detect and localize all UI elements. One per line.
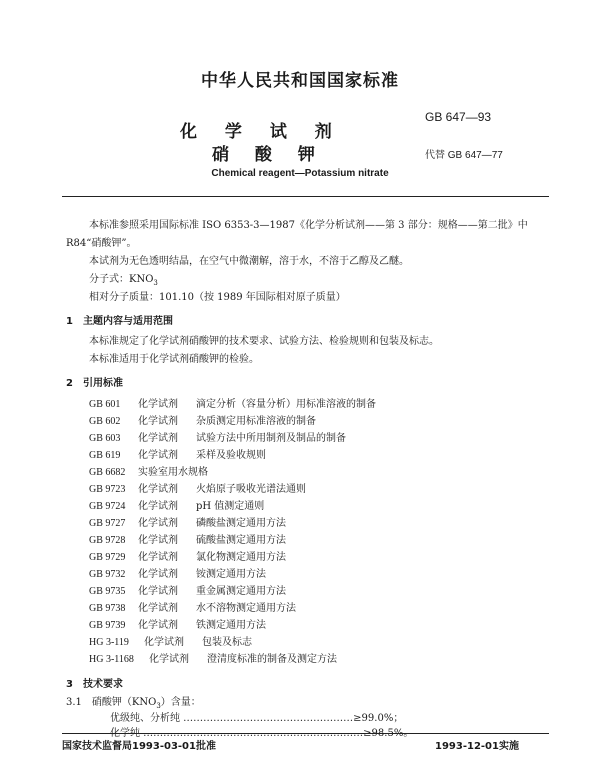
ref-category: 化学试剂 [138, 603, 178, 614]
ref-code: GB 6682 [89, 467, 126, 478]
list-item [89, 412, 316, 427]
list-item [89, 497, 264, 512]
ref-title: pH 值测定通则 [196, 501, 265, 512]
list-item [89, 514, 286, 529]
ref-title: 硫酸盐测定通用方法 [196, 535, 286, 546]
list-item [89, 463, 208, 478]
list-item [89, 616, 266, 631]
ref-title: 氯化物测定通用方法 [196, 552, 286, 563]
ref-category: 化学试剂 [138, 620, 178, 631]
ref-title: 杂质测定用标准溶液的制备 [196, 416, 316, 427]
ref-title: 包装及标志 [202, 637, 252, 648]
ref-code: HG 3-119 [89, 637, 129, 648]
list-item [89, 582, 286, 597]
list-item [89, 650, 337, 665]
grade-chemical: 化学纯 …………………………………………………………≥98.5%。 [110, 728, 414, 739]
ref-title: 铵测定通用方法 [196, 569, 266, 580]
list-item [89, 548, 286, 563]
ref-title: 试验方法中所用制剂及制品的制备 [196, 433, 346, 444]
ref-title: 铁测定通用方法 [196, 620, 266, 631]
list-item [89, 599, 296, 614]
section-1-para-2: 本标准适用于化学试剂硝酸钾的检验。 [89, 354, 259, 365]
intro-line-2: R84“硝酸钾”。 [66, 238, 137, 249]
requirement-3-1 [66, 693, 201, 710]
footer-divider [62, 733, 549, 734]
requirement-tail: ）含量： [160, 697, 201, 708]
ref-code: GB 9732 [89, 569, 126, 580]
list-item [89, 429, 346, 444]
ref-title: 实验室用水规格 [138, 467, 208, 478]
header-divider [62, 196, 549, 197]
ref-category: 化学试剂 [138, 586, 178, 597]
molecular-mass: 相对分子质量：101.10（按 1989 年国际相对原子质量） [89, 292, 346, 303]
section-1-para-1: 本标准规定了化学试剂硝酸钾的技术要求、试验方法、检验规则和包装及标志。 [89, 336, 439, 347]
ref-title: 重金属测定通用方法 [196, 586, 286, 597]
ref-code: GB 9724 [89, 501, 126, 512]
national-standard-heading: 中华人民共和国国家标准 [201, 71, 399, 91]
ref-category: 化学试剂 [138, 535, 178, 546]
list-item [89, 480, 306, 495]
replaces-standard: 代替 GB 647—77 [425, 150, 503, 161]
ref-title: 滴定分析（容量分析）用标准溶液的制备 [196, 399, 376, 410]
title-line-1: 化 学 试 剂 [180, 122, 343, 142]
section-2-heading: 2 引用标准 [66, 378, 123, 389]
ref-category: 化学试剂 [138, 450, 178, 461]
requirement-subscript: 3 [156, 702, 161, 710]
intro-line-1: 本标准参照采用国际标准 ISO 6353-3—1987《化学分析试剂——第 3 部分：规格——第二批》中 [89, 220, 528, 231]
list-item [89, 565, 266, 580]
list-item [89, 531, 286, 546]
ref-title: 采样及验收规则 [196, 450, 266, 461]
ref-category: 化学试剂 [138, 433, 178, 444]
ref-category: 化学试剂 [138, 416, 178, 427]
formula-label: 分子式：KNO [89, 274, 154, 285]
list-item [89, 446, 266, 461]
formula-subscript: 3 [153, 279, 158, 287]
requirement-label: 3.1 硝酸钾（KNO [66, 697, 157, 708]
ref-code: HG 3-1168 [89, 654, 134, 665]
ref-code: GB 603 [89, 433, 121, 444]
list-item [89, 633, 252, 648]
ref-code: GB 9728 [89, 535, 126, 546]
ref-title: 磷酸盐测定通用方法 [196, 518, 286, 529]
ref-code: GB 9723 [89, 484, 126, 495]
ref-code: GB 9738 [89, 603, 126, 614]
ref-category: 化学试剂 [138, 501, 178, 512]
ref-code: GB 602 [89, 416, 121, 427]
approval-date: 国家技术监督局1993-03-01批准 [62, 741, 216, 752]
ref-code: GB 619 [89, 450, 121, 461]
ref-title: 水不溶物测定通用方法 [196, 603, 296, 614]
ref-category: 化学试剂 [138, 569, 178, 580]
list-item [89, 395, 376, 410]
intro-line-3: 本试剂为无色透明结晶，在空气中微潮解，溶于水，不溶于乙醇及乙醚。 [89, 256, 409, 267]
ref-code: GB 9735 [89, 586, 126, 597]
ref-category: 化学试剂 [138, 552, 178, 563]
ref-category: 化学试剂 [144, 637, 184, 648]
section-3-heading: 3 技术要求 [66, 679, 123, 690]
grade-premium: 优级纯、分析纯 ……………………………………………≥99.0%； [110, 713, 404, 724]
ref-category: 化学试剂 [138, 518, 178, 529]
title-line-2: 硝 酸 钾 [212, 145, 325, 165]
implementation-date: 1993-12-01实施 [435, 741, 519, 752]
section-1-heading: 1 主题内容与适用范围 [66, 316, 173, 327]
formula-line [89, 270, 158, 287]
ref-category: 化学试剂 [149, 654, 189, 665]
standard-number: GB 647—93 [425, 110, 492, 124]
english-title: Chemical reagent—Potassium nitrate [211, 168, 389, 179]
ref-category: 化学试剂 [138, 484, 178, 495]
ref-code: GB 601 [89, 399, 121, 410]
ref-code: GB 9727 [89, 518, 126, 529]
ref-code: GB 9739 [89, 620, 126, 631]
ref-category: 化学试剂 [138, 399, 178, 410]
ref-title: 火焰原子吸收光谱法通则 [196, 484, 306, 495]
ref-title: 澄清度标准的制备及测定方法 [207, 654, 337, 665]
ref-code: GB 9729 [89, 552, 126, 563]
